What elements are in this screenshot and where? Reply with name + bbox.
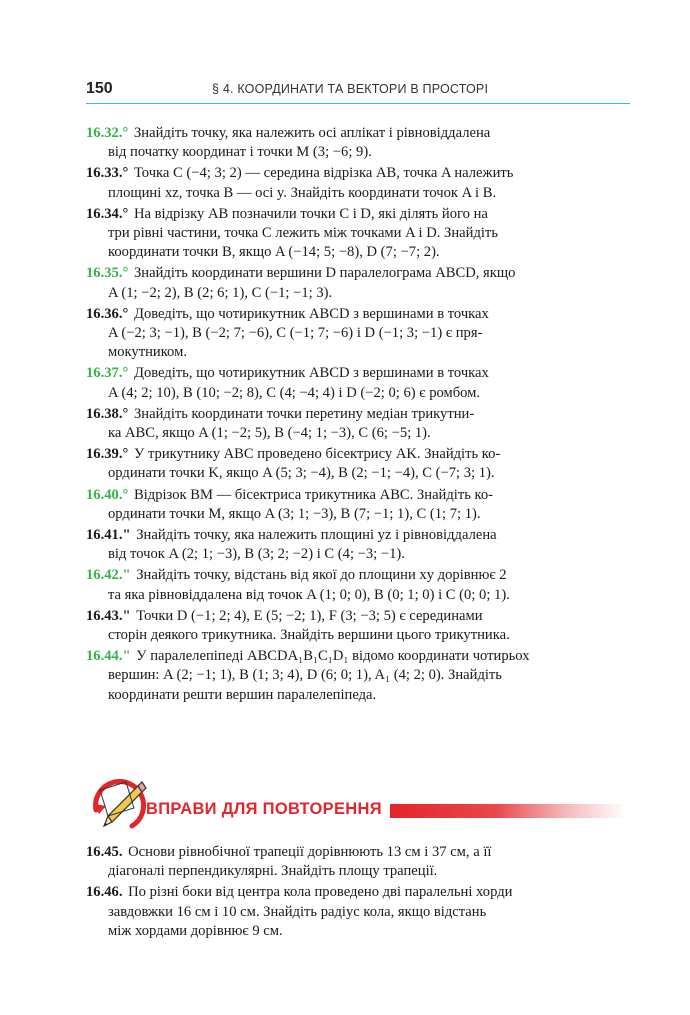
problem-text: Основи рівнобічної трапеції дорівнюють 13 см і 37 см, а її xyxy=(128,844,492,860)
problem-line xyxy=(86,486,632,505)
pencil-icon xyxy=(86,770,154,836)
problems-list xyxy=(86,124,632,707)
problem-line xyxy=(86,124,632,143)
problem-text: площині xz, точка B — осі y. Знайдіть координати точок A і B. xyxy=(108,184,497,201)
problem-text: A (4; 2; 10), B (10; −2; 8), C (4; −4; 4) і D (−2; 0; 6) є ромбом. xyxy=(108,384,481,401)
problem-line xyxy=(86,284,632,303)
problem-number: 16.43." xyxy=(86,607,131,624)
problem-line xyxy=(86,903,632,922)
problem-text: На відрізку AB позначили точки C і D, які ділять його на xyxy=(133,205,488,222)
problem-text: Знайдіть координати вершини D паралелограма ABCD, якщо xyxy=(133,265,516,282)
problem-text: Знайдіть точку, відстань від якої до площини xy дорівнює 2 xyxy=(136,567,507,584)
problem-line xyxy=(86,464,632,483)
review-banner xyxy=(86,770,632,836)
problem-line xyxy=(86,647,632,666)
problem-text: ординати точки M, якщо A (3; 1; −3), B (7; −1; 1), C (1; 7; 1). xyxy=(108,505,481,522)
problem-item xyxy=(86,124,632,162)
problem-number: 16.46. xyxy=(86,884,123,901)
problem-line xyxy=(86,445,632,464)
problem-text: По різні боки від центра кола проведено дві паралельні хорди xyxy=(128,884,513,901)
problem-text: A (−2; 3; −1), B (−2; 7; −6), C (−1; 7; −6) і D (−1; 3; −1) є пря- xyxy=(108,325,483,342)
problem-line xyxy=(86,343,632,362)
problem-text: Знайдіть координати точки перетину медіан трикутни- xyxy=(133,405,475,422)
problem-line xyxy=(86,922,632,941)
problem-item xyxy=(86,445,632,483)
problem-text: У трикутнику ABC проведено бісектрису AK. Знайдіть ко- xyxy=(133,446,501,463)
problem-line xyxy=(86,526,632,545)
problem-item xyxy=(86,164,632,202)
problem-number: 16.37.° xyxy=(86,365,129,382)
problem-number: 16.34.° xyxy=(86,205,129,222)
problem-line xyxy=(86,205,632,224)
problem-text: ка ABC, якщо A (1; −2; 5), B (−4; 1; −3), C (6; −5; 1). xyxy=(108,425,431,442)
banner-title: ВПРАВИ ДЛЯ ПОВТОРЕННЯ xyxy=(146,800,382,818)
problem-number: 16.35.° xyxy=(86,265,129,282)
problem-line xyxy=(86,224,632,243)
section-title: § 4. КООРДИНАТИ ТА ВЕКТОРИ В ПРОСТОРІ xyxy=(212,82,489,96)
problem-line xyxy=(86,843,632,862)
problem-text: вершин: A (2; −1; 1), B (1; 3; 4), D (6; 0; 1), A₁ (4; 2; 0). Знайдіть xyxy=(108,667,502,684)
problem-line xyxy=(86,164,632,183)
problem-text: Знайдіть точку, яка належить площині yz і рівновіддалена xyxy=(136,527,497,544)
problem-line xyxy=(86,862,632,881)
problem-text: сторін деякого трикутника. Знайдіть вершини цього трикутника. xyxy=(108,627,510,644)
problem-line xyxy=(86,666,632,685)
page-number: 150 xyxy=(86,80,113,97)
problem-item xyxy=(86,566,632,604)
problem-line xyxy=(86,364,632,383)
problem-text: Відрізок BM — бісектриса трикутника ABC. Знайдіть ко- xyxy=(133,486,494,503)
problem-text: A (1; −2; 2), B (2; 6; 1), C (−1; −1; 3). xyxy=(108,284,333,301)
problem-item xyxy=(86,607,632,645)
problem-number: 16.45. xyxy=(86,844,123,860)
problem-line xyxy=(86,264,632,283)
problem-text: діагоналі перпендикулярні. Знайдіть площу трапеції. xyxy=(108,863,438,880)
problem-number: 16.44." xyxy=(86,648,131,665)
problem-text: ординати точки K, якщо A (5; 3; −4), B (2; −1; −4), C (−7; 3; 1). xyxy=(108,465,495,482)
problem-number: 16.33.° xyxy=(86,165,129,182)
problem-text: мокутником. xyxy=(108,344,187,361)
problem-number: 16.32.° xyxy=(86,125,129,141)
problem-line xyxy=(86,243,632,262)
problem-line xyxy=(86,545,632,564)
problem-number: 16.39.° xyxy=(86,446,129,463)
problem-text: завдовжки 16 см і 10 см. Знайдіть радіус кола, якщо відстань xyxy=(108,903,487,920)
problem-text: координати точки B, якщо A (−14; 5; −8), D (7; −7; 2). xyxy=(108,244,440,261)
problem-number: 16.36.° xyxy=(86,305,129,322)
problem-number: 16.38.° xyxy=(86,405,129,422)
problem-line xyxy=(86,305,632,324)
problem-line xyxy=(86,607,632,626)
problem-line xyxy=(86,143,632,162)
problem-text: У паралелепіпеді ABCDA₁B₁C₁D₁ відомо координати чотирьох xyxy=(136,648,530,665)
problem-item xyxy=(86,405,632,443)
problem-line xyxy=(86,883,632,902)
problem-text: від точок A (2; 1; −3), B (3; 2; −2) і C (4; −3; −1). xyxy=(108,546,405,563)
problem-item xyxy=(86,843,632,881)
problem-line xyxy=(86,384,632,403)
problem-item xyxy=(86,264,632,302)
problem-line xyxy=(86,405,632,424)
problem-item xyxy=(86,647,632,705)
problem-line xyxy=(86,626,632,645)
problem-item xyxy=(86,364,632,402)
problem-text: Точка C (−4; 3; 2) — середина відрізка AB, точка A належить xyxy=(133,165,514,182)
problem-item xyxy=(86,526,632,564)
problem-line xyxy=(86,424,632,443)
banner-bar xyxy=(390,804,626,818)
header-divider xyxy=(86,103,630,104)
problem-text: Знайдіть точку, яка належить осі аплікат і рівновіддалена xyxy=(133,125,491,141)
problem-line xyxy=(86,324,632,343)
problem-item xyxy=(86,305,632,363)
problem-text: Доведіть, що чотирикутник ABCD з вершинами в точках xyxy=(133,365,489,382)
review-problems-list xyxy=(86,843,632,943)
problem-item xyxy=(86,883,632,941)
problem-number: 16.41." xyxy=(86,527,131,544)
problem-text: координати решти вершин паралелепіпеда. xyxy=(108,686,377,703)
problem-line xyxy=(86,586,632,605)
problem-item xyxy=(86,205,632,263)
problem-line xyxy=(86,184,632,203)
problem-line xyxy=(86,566,632,585)
problem-item xyxy=(86,486,632,524)
problem-text: та яка рівновіддалена від точок A (1; 0; 0), B (0; 1; 0) і C (0; 0; 1). xyxy=(108,586,510,603)
problem-line xyxy=(86,505,632,524)
page-header xyxy=(86,80,630,104)
problem-line xyxy=(86,686,632,705)
problem-text: три рівні частини, точка C лежить між точками A і D. Знайдіть xyxy=(108,225,498,242)
problem-number: 16.40.° xyxy=(86,486,129,503)
problem-text: від початку координат і точки M (3; −6; 9). xyxy=(108,144,372,161)
problem-text: між хордами дорівнює 9 см. xyxy=(108,922,283,939)
problem-text: Доведіть, що чотирикутник ABCD з вершинами в точках xyxy=(133,305,489,322)
problem-text: Точки D (−1; 2; 4), E (5; −2; 1), F (3; −3; 5) є серединами xyxy=(136,607,483,624)
problem-number: 16.42." xyxy=(86,567,131,584)
